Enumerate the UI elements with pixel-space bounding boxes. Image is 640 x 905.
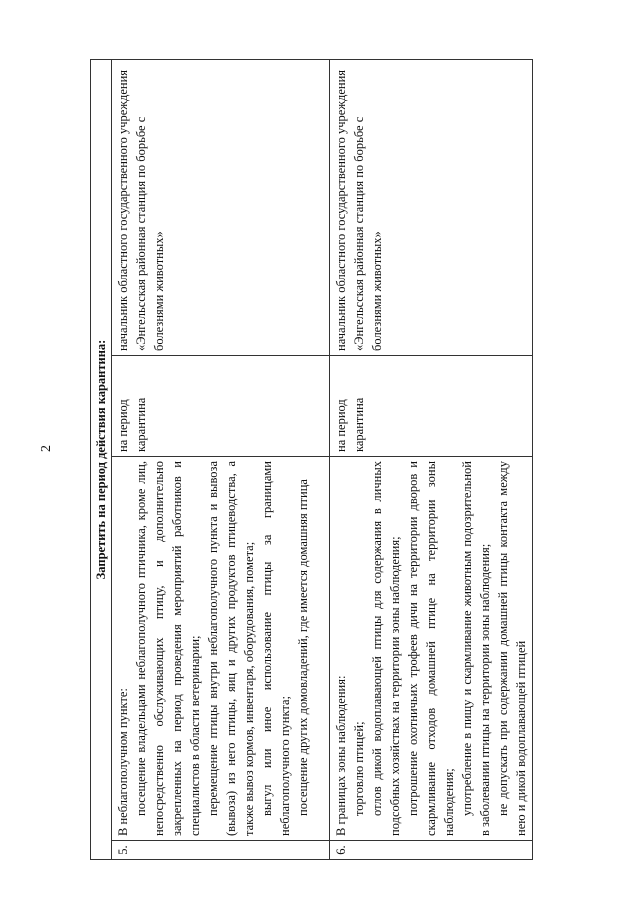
measure-item: потрошение охотничьих трофеев дичи на территории дворов и скармливание отходов домашней птице на территории зоны наблюдения; <box>406 461 456 836</box>
measure-item: употребление в пищу и скармливание животным подозрительной в заболевании птицы на территории зоны наблюдения; <box>460 461 492 836</box>
measure-item: посещение владельцами неблагополучного птичника, кроме лиц, непосредственно обслуживающих птицу, и дополнительно закрепленных на период проведения мероприятий работников и специалистов в области ветеринарии; <box>134 461 202 836</box>
quarantine-measures-table <box>90 59 533 860</box>
deadline-cell: на период карантина <box>112 356 330 457</box>
measure-item: посещение других домовладений, где имеется домашняя птица <box>296 479 310 816</box>
section-header: Запретить на период действия карантина: <box>91 59 112 859</box>
table-row <box>112 59 330 859</box>
measure-item: выгул или иное использование птицы за границами неблагополучного пункта; <box>260 461 292 836</box>
measure-item: перемещение птицы внутри неблагополучного пункта и вывоза (вывоза) из него птицы, яиц и других продуктов птицеводства, а также вывоз кормов, инвентаря, оборудования, помета; <box>206 461 256 836</box>
row-number: 5. <box>112 841 330 860</box>
section-header-row <box>91 59 112 859</box>
responsible-cell: начальник областного государственного учреждения «Энгельсская районная станция по борьбе с болезнями животных» <box>112 59 330 355</box>
measure-item: отлов дикой водоплавающей птицы для содержания в личных подсобных хозяйствах на территории зоны наблюдения; <box>370 461 402 836</box>
measure-item: не допускать при содержании домашней птицы контакта между нею и дикой водоплавающей птицей <box>496 461 528 836</box>
measures-title: В границах зоны наблюдения: <box>334 675 348 836</box>
rotated-table-container <box>90 60 528 860</box>
deadline-cell: на период карантина <box>330 356 533 457</box>
table-row <box>330 59 533 859</box>
page-number: 2 <box>39 445 54 452</box>
measures-title: В неблагополучном пункте: <box>116 688 130 836</box>
row-number: 6. <box>330 841 533 860</box>
responsible-cell: начальник областного государственного учреждения «Энгельсская районная станция по борьбе с болезнями животных» <box>330 59 533 355</box>
measures-cell <box>112 457 330 841</box>
measures-cell <box>330 457 533 841</box>
measure-item: торговлю птицей; <box>352 721 366 816</box>
